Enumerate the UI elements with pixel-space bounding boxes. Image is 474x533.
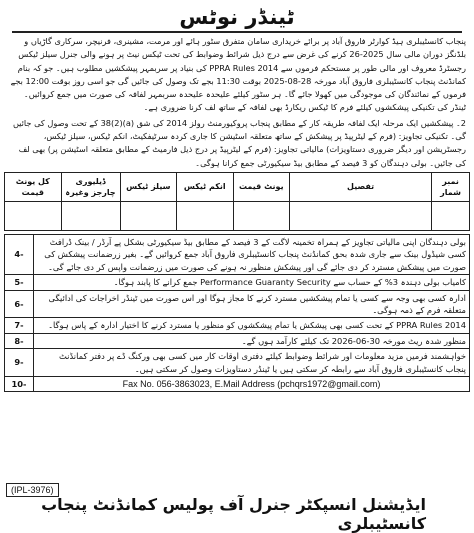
term-number: 9-	[5, 349, 34, 377]
contact-cell	[34, 377, 470, 392]
col-unit-price: یونٹ قیمت	[233, 172, 290, 201]
term-text: خواہشمند فرمیں مزید معلومات اور شرائط وضوابط کیلئے دفتری اوقات کار میں کسی بھی ورکنگ ڈے پر دفتر کمانڈنٹ پنجاب کانسٹیبلری فاروق آباد سے رابطہ کر سکتی ہیں یا ٹینڈر دستاویزات وصول کر سکتی ہیں۔	[34, 349, 470, 377]
term-text: ادارہ کسی بھی وجہ سے کسی یا تمام پیشکشیں مسترد کرنے کا مجاز ہوگا اور اس صورت میں ٹینڈر اخراجات کی ادائیگی متعلقہ فرم کے ذمہ ہوگی۔	[34, 290, 470, 318]
col-delivery-charges: ڈیلیوری چارجز وغیرہ	[61, 172, 120, 201]
term-row	[5, 318, 470, 333]
term-number: 8-	[5, 333, 34, 348]
terms-table	[4, 234, 470, 392]
ipl-code: (IPL-3976)	[6, 483, 59, 497]
col-income-tax: انکم ٹیکس	[177, 172, 234, 201]
term-text: بولی دہندگان اپنی مالیاتی تجاویز کے ہمراہ تخمینہ لاگت کے 3 فیصد کے مطابق بیڈ سیکیورٹی بشکل پے آرڈر / بینک ڈرافٹ کسی شیڈول بینک سے جاری شدہ بحق کمانڈنٹ پنجاب کانسٹیبلری فاروق آباد جمع کروائیں گے۔ بغیر زرضمانت پیشکش کی صورت میں پیشکش مسترد کر دی جائے گی اور پیشکش منظور نہ ہونے کی صورت میں زرضمانت واپس کر دی جائے گی۔	[34, 234, 470, 274]
procedure-paragraph: 2۔ پیشکشیں ایک مرحلہ ایک لفافہ طریقہ کار کے مطابق پنجاب پروکیورمنٹ رولز 2014 کی شق (a)(2)38 کے تحت وصول کی جائیں گی۔ تکنیکی تجاویز: (فرم کے لیٹرپیڈ پر پیشکش کے ساتھ متعلقہ اسٹیشن کا جاری کردہ سرٹیفکیٹ، انکم ٹیکس، سیلز ٹیکس، رجسٹریشن اور دیگر ضروری دستاویزات) مالیاتی تجاویز: (فرم کے لیٹرپیڈ پر درج ذیل فارمیٹ کے مطابق متعلقہ اسٹیشن پر) بھی لف کی جائیں۔ بولی دہندگان کو 3 فیصد کے مطابق بیڈ سیکیورٹی جمع کرانا ہوگی۔	[12, 117, 466, 168]
term-row	[5, 275, 470, 290]
col-serial: نمبر شمار	[432, 172, 470, 201]
term-row	[5, 333, 470, 348]
col-total-price: کل یونٹ قیمت	[5, 172, 62, 201]
price-table	[4, 172, 470, 231]
footer	[4, 485, 470, 533]
signature-block: ایڈیشنل انسپکٹر جنرل آف پولیس کمانڈنٹ پنجاب کانسٹیبلری	[41, 495, 426, 533]
term-number: 10-	[5, 377, 34, 392]
term-text: PPRA Rules 2014 کے تحت کسی بھی پیشکش یا تمام پیشکشوں کو منظور یا مسترد کرنے کا اختیار ادارہ کے پاس ہوگا۔	[34, 318, 470, 333]
col-description: تفصیل	[290, 172, 432, 201]
term-number: 6-	[5, 290, 34, 318]
term-row	[5, 349, 470, 377]
term-number: 7-	[5, 318, 34, 333]
term-number: 4-	[5, 234, 34, 274]
tender-notice-page	[4, 4, 470, 533]
term-number: 5-	[5, 275, 34, 290]
term-row	[5, 290, 470, 318]
col-sales-tax: سیلز ٹیکس	[120, 172, 177, 201]
price-table-blank-row	[5, 201, 470, 230]
term-text: کامیاب بولی دہندہ 3% کے حساب سے Performance Guaranty Security جمع کرانے کا پابند ہوگا۔	[34, 275, 470, 290]
term-row-contact	[5, 377, 470, 392]
title-underline	[12, 31, 462, 33]
term-row	[5, 234, 470, 274]
term-text: منظور شدہ ریٹ مورخہ 30-06-2026 تک کیلئے کارآمد ہوں گے۔	[34, 333, 470, 348]
price-table-header-row	[5, 172, 470, 201]
intro-paragraph: پنجاب کانسٹیبلری ہیڈ کوارٹر فاروق آباد پر برائے خریداری سامان متفرق سٹور ہائے اور مرمت، مشینری، فرنیچر، سرکاری گاڑیاں و بلڈنگز دوران مالی سال 2025-26 کرنے کی غرض سے درج ذیل شرائط وضوابط کی تحت ٹیکس نیٹ پر ہونے والی جنرل سیلز ٹیکس رجسٹرڈ معروف اور مالی طور پر مستحکم فرموں سے PPRA Rules 2014 کی بنیاد پر سربمہر پیشکشیں مطلوب ہیں۔ جو کہ بنام کمانڈنٹ پنجاب کانسٹیبلری فاروق آباد مورخہ 28-08-2025 بوقت 11:30 بجے تک وصول کی جائیں گی جو اسی روز بوقت 12:00 بجے فرموں کے نمائندگان کی موجودگی میں کھولا جائے گا۔ ہر سٹور کیلئے علیحدہ علیحدہ سربمہر لفافہ کی صورت میں جمع کروائیں۔ ٹینڈر کی تکنیکی پیشکشوں کیلئے فرم کا ٹیکس ریکارڈ بھی لفافہ کے ساتھ لف کرنا ضروری ہے۔	[10, 36, 466, 113]
contact-fax-email: Fax No. 056-3863023, E.Mail Address (pchqrs1972@gmail.com)	[122, 379, 381, 390]
page-title: ٹینڈر نوٹس	[179, 5, 295, 29]
